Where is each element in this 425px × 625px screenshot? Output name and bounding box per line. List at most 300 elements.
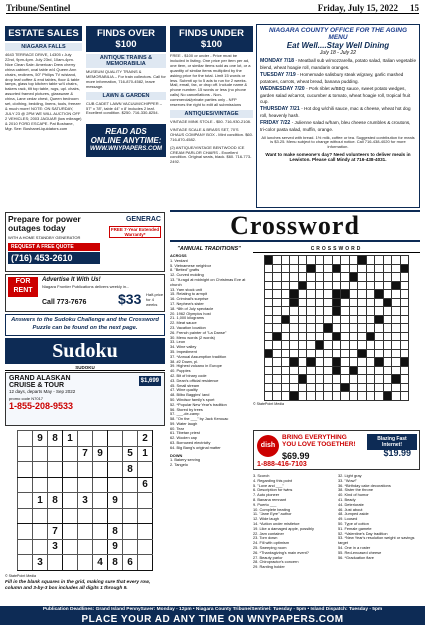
- crossword-cell[interactable]: [315, 273, 324, 282]
- crossword-cell[interactable]: [281, 281, 290, 290]
- crossword-cell[interactable]: [383, 256, 392, 265]
- crossword-cell[interactable]: [315, 256, 324, 265]
- crossword-cell[interactable]: [290, 256, 299, 265]
- crossword-cell[interactable]: [307, 256, 316, 265]
- crossword-cell[interactable]: [290, 366, 299, 375]
- crossword-cell[interactable]: [298, 324, 307, 333]
- sudoku-cell[interactable]: [123, 508, 138, 524]
- crossword-cell[interactable]: [358, 324, 367, 333]
- crossword-cell[interactable]: [273, 324, 282, 333]
- crossword-cell[interactable]: [315, 349, 324, 358]
- crossword-cell[interactable]: [307, 366, 316, 375]
- crossword-cell[interactable]: [307, 290, 316, 299]
- sudoku-cell[interactable]: [33, 539, 48, 555]
- crossword-cell[interactable]: [358, 290, 367, 299]
- crossword-cell[interactable]: [400, 392, 409, 401]
- sudoku-cell[interactable]: [108, 508, 123, 524]
- sudoku-cell[interactable]: [33, 446, 48, 462]
- crossword-cell[interactable]: [273, 383, 282, 392]
- sudoku-cell[interactable]: [18, 524, 33, 540]
- crossword-cell[interactable]: [332, 349, 341, 358]
- crossword-cell[interactable]: [400, 341, 409, 350]
- crossword-cell[interactable]: [332, 383, 341, 392]
- crossword-cell[interactable]: [307, 307, 316, 316]
- crossword-cell[interactable]: [383, 383, 392, 392]
- crossword-cell[interactable]: [349, 307, 358, 316]
- crossword-cell[interactable]: [349, 383, 358, 392]
- crossword-cell[interactable]: [281, 290, 290, 299]
- sudoku-cell[interactable]: [63, 462, 78, 478]
- crossword-cell[interactable]: [307, 281, 316, 290]
- crossword-cell[interactable]: [383, 264, 392, 273]
- crossword-cell[interactable]: [298, 349, 307, 358]
- crossword-cell[interactable]: [273, 298, 282, 307]
- sudoku-cell[interactable]: [108, 446, 123, 462]
- crossword-cell[interactable]: [366, 366, 375, 375]
- crossword-cell[interactable]: [383, 281, 392, 290]
- crossword-cell[interactable]: [290, 383, 299, 392]
- crossword-cell[interactable]: [273, 315, 282, 324]
- crossword-cell[interactable]: [400, 366, 409, 375]
- crossword-cell[interactable]: [290, 324, 299, 333]
- sudoku-cell[interactable]: [48, 555, 63, 571]
- crossword-cell[interactable]: [298, 315, 307, 324]
- crossword-cell[interactable]: [375, 375, 384, 384]
- crossword-cell[interactable]: [324, 281, 333, 290]
- crossword-cell[interactable]: [341, 315, 350, 324]
- crossword-cell[interactable]: [392, 307, 401, 316]
- crossword-cell[interactable]: [315, 315, 324, 324]
- crossword-cell[interactable]: [341, 273, 350, 282]
- crossword-cell[interactable]: [281, 298, 290, 307]
- crossword-cell[interactable]: [264, 392, 273, 401]
- crossword-cell[interactable]: [324, 298, 333, 307]
- sudoku-cell[interactable]: [138, 462, 153, 478]
- crossword-cell[interactable]: [375, 324, 384, 333]
- crossword-cell[interactable]: [315, 281, 324, 290]
- crossword-cell[interactable]: [383, 341, 392, 350]
- crossword-cell[interactable]: [324, 264, 333, 273]
- crossword-cell[interactable]: [332, 324, 341, 333]
- crossword-cell[interactable]: [358, 273, 367, 282]
- sudoku-cell[interactable]: [78, 539, 93, 555]
- sudoku-cell[interactable]: [123, 524, 138, 540]
- crossword-cell[interactable]: [281, 332, 290, 341]
- crossword-cell[interactable]: [400, 307, 409, 316]
- crossword-cell[interactable]: [315, 324, 324, 333]
- crossword-cell[interactable]: [281, 273, 290, 282]
- crossword-cell[interactable]: [273, 273, 282, 282]
- crossword-cell[interactable]: [366, 273, 375, 282]
- crossword-cell[interactable]: [358, 332, 367, 341]
- crossword-cell[interactable]: [298, 273, 307, 282]
- crossword-cell[interactable]: [358, 298, 367, 307]
- sudoku-cell[interactable]: [78, 555, 93, 571]
- crossword-cell[interactable]: [392, 324, 401, 333]
- crossword-cell[interactable]: [349, 341, 358, 350]
- crossword-cell[interactable]: [315, 392, 324, 401]
- sudoku-cell[interactable]: [78, 431, 93, 447]
- crossword-cell[interactable]: [307, 349, 316, 358]
- crossword-cell[interactable]: [298, 298, 307, 307]
- crossword-cell[interactable]: [298, 332, 307, 341]
- sudoku-cell[interactable]: [93, 539, 108, 555]
- crossword-cell[interactable]: [400, 324, 409, 333]
- crossword-cell[interactable]: [264, 290, 273, 299]
- sudoku-cell[interactable]: [48, 462, 63, 478]
- crossword-cell[interactable]: [315, 375, 324, 384]
- sudoku-cell[interactable]: [63, 508, 78, 524]
- crossword-cell[interactable]: [392, 349, 401, 358]
- crossword-cell[interactable]: [264, 366, 273, 375]
- read-ads-online-banner[interactable]: [86, 124, 166, 157]
- crossword-cell[interactable]: [383, 358, 392, 367]
- crossword-cell[interactable]: [281, 392, 290, 401]
- sudoku-cell[interactable]: [78, 462, 93, 478]
- crossword-cell[interactable]: [307, 392, 316, 401]
- crossword-cell[interactable]: [392, 264, 401, 273]
- crossword-cell[interactable]: [383, 315, 392, 324]
- sudoku-cell[interactable]: [78, 524, 93, 540]
- crossword-cell[interactable]: [281, 324, 290, 333]
- crossword-cell[interactable]: [358, 341, 367, 350]
- crossword-cell[interactable]: [341, 298, 350, 307]
- crossword-cell[interactable]: [273, 366, 282, 375]
- crossword-cell[interactable]: [324, 341, 333, 350]
- for-rent-ad[interactable]: [5, 274, 165, 312]
- crossword-cell[interactable]: [349, 324, 358, 333]
- crossword-cell[interactable]: [392, 298, 401, 307]
- crossword-cell[interactable]: [341, 375, 350, 384]
- crossword-cell[interactable]: [315, 290, 324, 299]
- crossword-cell[interactable]: [273, 358, 282, 367]
- sudoku-cell[interactable]: [108, 477, 123, 493]
- sudoku-cell[interactable]: [138, 539, 153, 555]
- crossword-cell[interactable]: [349, 264, 358, 273]
- crossword-cell[interactable]: [298, 264, 307, 273]
- crossword-cell[interactable]: [341, 307, 350, 316]
- crossword-cell[interactable]: [315, 264, 324, 273]
- crossword-cell[interactable]: [349, 298, 358, 307]
- crossword-cell[interactable]: [264, 307, 273, 316]
- crossword-cell[interactable]: [315, 358, 324, 367]
- crossword-cell[interactable]: [358, 315, 367, 324]
- crossword-cell[interactable]: [341, 332, 350, 341]
- crossword-cell[interactable]: [375, 273, 384, 282]
- sudoku-cell[interactable]: [18, 539, 33, 555]
- crossword-cell[interactable]: [264, 264, 273, 273]
- crossword-cell[interactable]: [383, 273, 392, 282]
- crossword-cell[interactable]: [400, 375, 409, 384]
- crossword-cell[interactable]: [349, 349, 358, 358]
- crossword-cell[interactable]: [349, 358, 358, 367]
- crossword-cell[interactable]: [273, 349, 282, 358]
- crossword-cell[interactable]: [324, 256, 333, 265]
- sudoku-cell[interactable]: [123, 477, 138, 493]
- crossword-cell[interactable]: [383, 375, 392, 384]
- crossword-cell[interactable]: [281, 264, 290, 273]
- crossword-cell[interactable]: [298, 366, 307, 375]
- sudoku-cell[interactable]: [93, 524, 108, 540]
- crossword-cell[interactable]: [400, 315, 409, 324]
- crossword-cell[interactable]: [366, 315, 375, 324]
- sudoku-cell[interactable]: [63, 446, 78, 462]
- crossword-cell[interactable]: [375, 307, 384, 316]
- crossword-cell[interactable]: [400, 383, 409, 392]
- crossword-cell[interactable]: [264, 358, 273, 367]
- crossword-cell[interactable]: [281, 375, 290, 384]
- sudoku-cell[interactable]: [63, 539, 78, 555]
- crossword-cell[interactable]: [315, 307, 324, 316]
- sudoku-cell[interactable]: [123, 431, 138, 447]
- crossword-cell[interactable]: [298, 392, 307, 401]
- crossword-cell[interactable]: [392, 383, 401, 392]
- crossword-cell[interactable]: [375, 256, 384, 265]
- crossword-cell[interactable]: [366, 298, 375, 307]
- crossword-cell[interactable]: [358, 366, 367, 375]
- dish-ad[interactable]: [253, 430, 420, 470]
- sudoku-cell[interactable]: [63, 524, 78, 540]
- crossword-cell[interactable]: [392, 290, 401, 299]
- crossword-cell[interactable]: [349, 392, 358, 401]
- crossword-cell[interactable]: [341, 281, 350, 290]
- crossword-cell[interactable]: [281, 383, 290, 392]
- sudoku-cell[interactable]: [138, 524, 153, 540]
- crossword-cell[interactable]: [290, 341, 299, 350]
- sudoku-cell[interactable]: [18, 431, 33, 447]
- crossword-cell[interactable]: [366, 281, 375, 290]
- crossword-cell[interactable]: [264, 281, 273, 290]
- crossword-cell[interactable]: [290, 273, 299, 282]
- crossword-cell[interactable]: [281, 358, 290, 367]
- crossword-cell[interactable]: [341, 392, 350, 401]
- crossword-cell[interactable]: [400, 256, 409, 265]
- sudoku-cell[interactable]: [108, 431, 123, 447]
- crossword-cell[interactable]: [332, 375, 341, 384]
- crossword-cell[interactable]: [400, 290, 409, 299]
- crossword-cell[interactable]: [264, 315, 273, 324]
- sudoku-cell[interactable]: [63, 555, 78, 571]
- crossword-cell[interactable]: [366, 392, 375, 401]
- crossword-cell[interactable]: [332, 315, 341, 324]
- crossword-cell[interactable]: [324, 307, 333, 316]
- crossword-cell[interactable]: [281, 307, 290, 316]
- crossword-cell[interactable]: [392, 366, 401, 375]
- crossword-cell[interactable]: [375, 392, 384, 401]
- crossword-cell[interactable]: [281, 341, 290, 350]
- crossword-cell[interactable]: [358, 375, 367, 384]
- crossword-cell[interactable]: [375, 281, 384, 290]
- crossword-cell[interactable]: [383, 307, 392, 316]
- crossword-cell[interactable]: [264, 273, 273, 282]
- sudoku-cell[interactable]: [48, 477, 63, 493]
- crossword-cell[interactable]: [298, 383, 307, 392]
- crossword-cell[interactable]: [366, 349, 375, 358]
- dish-phone[interactable]: 1-888-416-7103: [257, 461, 307, 468]
- crossword-cell[interactable]: [324, 392, 333, 401]
- crossword-cell[interactable]: [375, 366, 384, 375]
- crossword-cell[interactable]: [366, 290, 375, 299]
- sudoku-cell[interactable]: [33, 508, 48, 524]
- crossword-cell[interactable]: [400, 273, 409, 282]
- crossword-grid[interactable]: [264, 255, 410, 401]
- crossword-cell[interactable]: [366, 358, 375, 367]
- crossword-cell[interactable]: [264, 332, 273, 341]
- crossword-cell[interactable]: [392, 392, 401, 401]
- crossword-cell[interactable]: [358, 358, 367, 367]
- crossword-cell[interactable]: [273, 256, 282, 265]
- crossword-cell[interactable]: [332, 341, 341, 350]
- sudoku-cell[interactable]: [78, 477, 93, 493]
- crossword-cell[interactable]: [366, 383, 375, 392]
- crossword-cell[interactable]: [273, 290, 282, 299]
- advertise-phone[interactable]: Call 773-7676: [42, 299, 87, 306]
- crossword-cell[interactable]: [341, 264, 350, 273]
- sudoku-cell[interactable]: [123, 493, 138, 509]
- sudoku-cell[interactable]: [93, 493, 108, 509]
- crossword-cell[interactable]: [290, 375, 299, 384]
- sudoku-cell[interactable]: [33, 477, 48, 493]
- crossword-cell[interactable]: [264, 298, 273, 307]
- crossword-cell[interactable]: [375, 298, 384, 307]
- sudoku-cell[interactable]: [18, 446, 33, 462]
- sudoku-cell[interactable]: [123, 539, 138, 555]
- sudoku-cell[interactable]: [108, 462, 123, 478]
- sudoku-cell[interactable]: [48, 446, 63, 462]
- crossword-cell[interactable]: [315, 332, 324, 341]
- sudoku-cell[interactable]: [18, 555, 33, 571]
- sudoku-cell[interactable]: [138, 555, 153, 571]
- crossword-cell[interactable]: [392, 341, 401, 350]
- crossword-cell[interactable]: [264, 375, 273, 384]
- sudoku-cell[interactable]: [48, 508, 63, 524]
- crossword-cell[interactable]: [358, 307, 367, 316]
- crossword-cell[interactable]: [400, 332, 409, 341]
- crossword-cell[interactable]: [392, 358, 401, 367]
- crossword-cell[interactable]: [307, 332, 316, 341]
- crossword-cell[interactable]: [375, 341, 384, 350]
- crossword-cell[interactable]: [358, 281, 367, 290]
- crossword-cell[interactable]: [349, 315, 358, 324]
- sudoku-cell[interactable]: [18, 477, 33, 493]
- cruise-ad[interactable]: [5, 372, 165, 426]
- crossword-cell[interactable]: [290, 307, 299, 316]
- crossword-cell[interactable]: [332, 273, 341, 282]
- crossword-cell[interactable]: [383, 349, 392, 358]
- crossword-cell[interactable]: [400, 281, 409, 290]
- crossword-cell[interactable]: [281, 366, 290, 375]
- crossword-cell[interactable]: [375, 383, 384, 392]
- crossword-cell[interactable]: [307, 273, 316, 282]
- crossword-cell[interactable]: [366, 264, 375, 273]
- crossword-cell[interactable]: [307, 375, 316, 384]
- crossword-cell[interactable]: [375, 264, 384, 273]
- crossword-cell[interactable]: [273, 281, 282, 290]
- crossword-cell[interactable]: [358, 392, 367, 401]
- crossword-cell[interactable]: [392, 332, 401, 341]
- crossword-cell[interactable]: [307, 315, 316, 324]
- generac-phone[interactable]: (716) 453-2610: [8, 252, 100, 264]
- crossword-cell[interactable]: [349, 281, 358, 290]
- crossword-cell[interactable]: [307, 383, 316, 392]
- sudoku-cell[interactable]: [138, 493, 153, 509]
- crossword-cell[interactable]: [273, 341, 282, 350]
- crossword-cell[interactable]: [341, 349, 350, 358]
- crossword-cell[interactable]: [324, 383, 333, 392]
- crossword-cell[interactable]: [281, 256, 290, 265]
- crossword-cell[interactable]: [349, 290, 358, 299]
- crossword-cell[interactable]: [341, 366, 350, 375]
- sudoku-cell[interactable]: [93, 477, 108, 493]
- crossword-cell[interactable]: [315, 298, 324, 307]
- generac-ad[interactable]: [5, 212, 165, 272]
- crossword-cell[interactable]: [392, 273, 401, 282]
- crossword-cell[interactable]: [307, 324, 316, 333]
- crossword-cell[interactable]: [324, 332, 333, 341]
- crossword-cell[interactable]: [349, 332, 358, 341]
- crossword-cell[interactable]: [324, 349, 333, 358]
- crossword-cell[interactable]: [349, 375, 358, 384]
- sudoku-cell[interactable]: [93, 508, 108, 524]
- crossword-cell[interactable]: [290, 315, 299, 324]
- crossword-cell[interactable]: [324, 358, 333, 367]
- crossword-cell[interactable]: [273, 264, 282, 273]
- crossword-cell[interactable]: [273, 392, 282, 401]
- place-ad-banner[interactable]: PLACE YOUR AD ANY TIME ON WNYPAPERS.COM: [0, 614, 425, 625]
- crossword-cell[interactable]: [383, 332, 392, 341]
- sudoku-cell[interactable]: [18, 508, 33, 524]
- crossword-cell[interactable]: [290, 349, 299, 358]
- crossword-cell[interactable]: [290, 332, 299, 341]
- crossword-cell[interactable]: [366, 341, 375, 350]
- crossword-cell[interactable]: [392, 315, 401, 324]
- crossword-cell[interactable]: [341, 358, 350, 367]
- crossword-cell[interactable]: [264, 324, 273, 333]
- crossword-cell[interactable]: [341, 324, 350, 333]
- sudoku-cell[interactable]: [18, 462, 33, 478]
- crossword-cell[interactable]: [375, 332, 384, 341]
- crossword-cell[interactable]: [315, 366, 324, 375]
- crossword-cell[interactable]: [298, 256, 307, 265]
- crossword-cell[interactable]: [366, 307, 375, 316]
- crossword-cell[interactable]: [341, 256, 350, 265]
- crossword-cell[interactable]: [281, 349, 290, 358]
- crossword-cell[interactable]: [307, 341, 316, 350]
- crossword-cell[interactable]: [324, 273, 333, 282]
- crossword-cell[interactable]: [358, 264, 367, 273]
- crossword-cell[interactable]: [349, 256, 358, 265]
- crossword-cell[interactable]: [298, 341, 307, 350]
- crossword-cell[interactable]: [324, 315, 333, 324]
- crossword-cell[interactable]: [264, 341, 273, 350]
- crossword-cell[interactable]: [273, 375, 282, 384]
- crossword-cell[interactable]: [307, 298, 316, 307]
- crossword-cell[interactable]: [383, 290, 392, 299]
- crossword-cell[interactable]: [341, 341, 350, 350]
- crossword-cell[interactable]: [324, 375, 333, 384]
- crossword-cell[interactable]: [366, 256, 375, 265]
- crossword-cell[interactable]: [273, 307, 282, 316]
- cruise-phone[interactable]: 1-855-208-9533: [9, 401, 74, 411]
- crossword-cell[interactable]: [400, 349, 409, 358]
- crossword-cell[interactable]: [366, 375, 375, 384]
- crossword-cell[interactable]: [383, 324, 392, 333]
- sudoku-cell[interactable]: [63, 493, 78, 509]
- crossword-cell[interactable]: [332, 256, 341, 265]
- crossword-cell[interactable]: [375, 349, 384, 358]
- crossword-cell[interactable]: [264, 383, 273, 392]
- crossword-cell[interactable]: [298, 358, 307, 367]
